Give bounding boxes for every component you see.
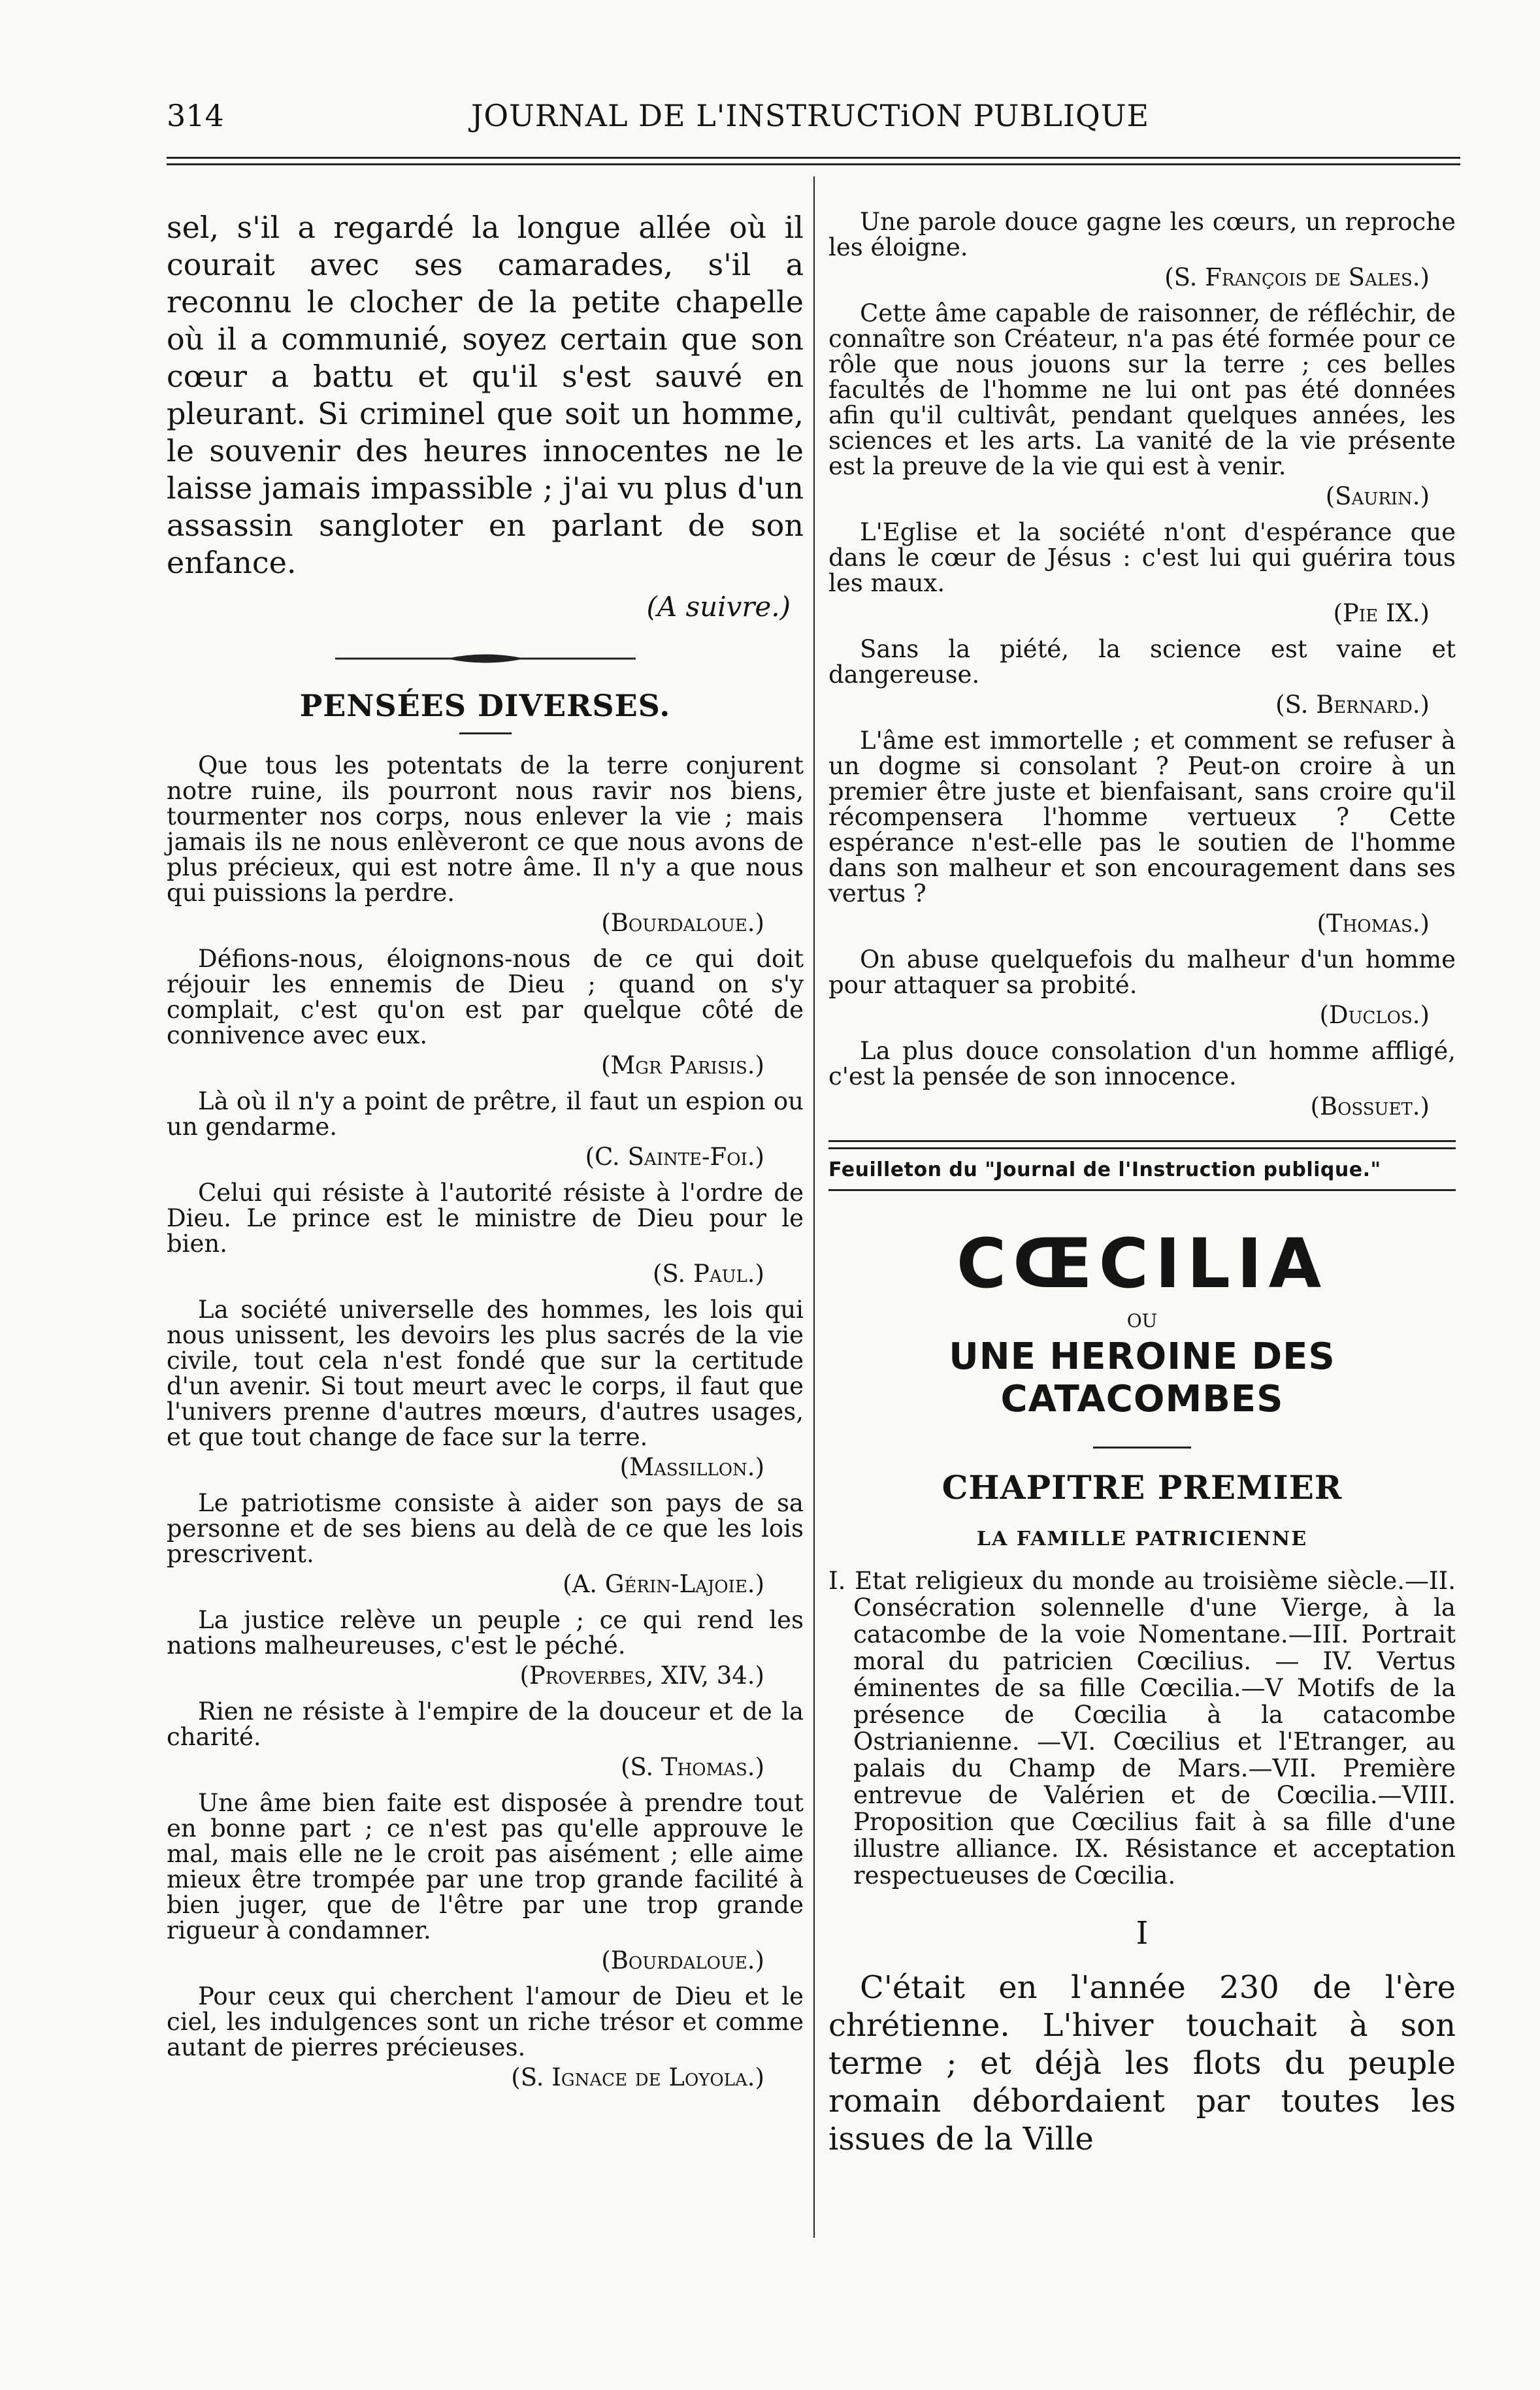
quote-author: (S. Ignace de Loyola.)	[511, 2063, 764, 2091]
quote-author: (Thomas.)	[1317, 909, 1430, 938]
quote-text: Rien ne résiste à l'empire de la douceur et de la charité.	[167, 1697, 804, 1751]
page-number: 314	[167, 98, 224, 133]
chapter-subtitle: LA FAMILLE PATRICIENNE	[976, 1528, 1308, 1550]
quote-author: (Duclos.)	[1319, 1001, 1430, 1029]
left-column	[167, 209, 804, 2101]
quote-text: Là où il n'y a point de prêtre, il faut un espion ou un gendarme.	[167, 1087, 804, 1141]
quote-text: Sans la piété, la science est vaine et dangereuse.	[828, 635, 1456, 689]
header-rule-2	[167, 163, 1460, 165]
quote-author: (S. Paul.)	[652, 1260, 764, 1288]
quote-text: Défions-nous, éloignons-nous de ce qui doit réjouir les ennemis de Dieu ; quand on s'y complait, c'est qu'on est par quelque côté de connivence avec eux.	[167, 945, 804, 1049]
feuilleton-label: Feuilleton du "Journal de l'Instruction publique."	[828, 1158, 1381, 1181]
quote-text: L'âme est immortelle ; et comment se refuser à un dogme si consolant ? Peut-on croire à un premier être juste et bienfaisant, sans croire qu'il récompensera l'homme vertueux ? Cette espérance n'est-elle pas le soutien de l'homme dans son malheur et son encouragement dans ses vertus ?	[828, 727, 1456, 908]
quote-text: On abuse quelquefois du malheur d'un homme pour attaquer sa probité.	[828, 945, 1456, 999]
quote-author: (Saurin.)	[1325, 482, 1430, 510]
quote-text: La plus douce consolation d'un homme affligé, c'est la pensée de son innocence.	[828, 1037, 1456, 1090]
header-rule	[167, 157, 1460, 159]
feuilleton-rule	[828, 1140, 1456, 1142]
quote-author: (S. Bernard.)	[1275, 691, 1430, 719]
right-column	[828, 209, 1456, 2158]
section-title: PENSÉES DIVERSES.	[299, 688, 671, 723]
chapter-rule	[1093, 1447, 1191, 1449]
quote-text: Une âme bien faite est disposée à prendre tout en bonne part ; ce n'est pas qu'elle approuve le mal, mais elle ne le croit pas aisément ; elle aime mieux être trompée par une trop grande facilité à bien juger, que de l'être par une trop grande rigueur à condamner.	[167, 1789, 804, 1944]
running-title: JOURNAL DE L'INSTRUCTiON PUBLIQUE	[470, 98, 1150, 133]
story-opening: C'était en l'année 230 de l'ère chrétienne. L'hiver touchait à son terme ; et déjà les flots du peuple romain débordaient par toutes les issues de la Ville	[828, 1969, 1456, 2157]
quote-text: L'Eglise et la société n'ont d'espérance que dans le cœur de Jésus : c'est lui qui guérira tous les maux.	[828, 518, 1456, 597]
page-header	[167, 98, 1454, 144]
quote-author: (A. Gérin-Lajoie.)	[563, 1570, 764, 1598]
quote-text: Celui qui résiste à l'autorité résiste à l'ordre de Dieu. Le prince est le ministre de Dieu pour le bien.	[167, 1179, 804, 1258]
story-title: CŒCILIA	[956, 1224, 1328, 1303]
feuilleton-rule	[828, 1189, 1456, 1191]
quote-text: Le patriotisme consiste à aider son pays de sa personne et de ses biens au delà de ce que les lois prescrivent.	[167, 1489, 804, 1568]
quote-text: Pour ceux qui cherchent l'amour de Dieu et le ciel, les indulgences sont un riche trésor et comme autant de pierres précieuses.	[167, 1982, 804, 2061]
quote-author: (S. Thomas.)	[620, 1753, 764, 1781]
quote-author: (Massillon.)	[619, 1453, 764, 1481]
quote-author: (C. Sainte-Foi.)	[585, 1143, 764, 1171]
quote-text: La société universelle des hommes, les lois qui nous unissent, les devoirs les plus sacrés de la vie civile, tout cela n'est fondé que sur la certitude d'un avenir. Si tout meurt avec le corps, il faut que l'univers prenne d'autres mœurs, d'autres usages, et que tout change de face sur la terre.	[167, 1296, 804, 1451]
quote-author: (Bourdaloue.)	[601, 909, 764, 937]
quote-author: (Bourdaloue.)	[601, 1946, 764, 1974]
section-numeral: I	[1136, 1915, 1149, 1952]
quote-text: Une parole douce gagne les cœurs, un reproche les éloigne.	[828, 208, 1456, 261]
ornament-divider	[335, 649, 636, 668]
column-separator	[813, 176, 815, 2238]
chapter-summary: I. Etat religieux du monde au troisième siècle.—II. Consécration solennelle d'une Vierge, à la catacombe de la voie Nomentane.—III. Portrait moral du patricien Cœcilius. — IV. Vertus éminentes de sa fille Cœcilia.—V Motifs de la présence de Cœcilia à la catacombe Ostrianienne. —VI. Cœcilius et l'Etranger, au palais du Champ de Mars.—VII. Première entrevue de Valérien et de Cœcilia.—VIII. Proposition que Cœcilius fait à sa fille d'une illustre alliance. IX. Résistance et acceptation respectueuses de Cœcilia.	[828, 1567, 1456, 1890]
quote-author: (Bossuet.)	[1310, 1092, 1430, 1121]
quote-text: La justice relève un peuple ; ce qui rend les nations malheureuses, c'est le péché.	[167, 1606, 804, 1660]
serial-continuation: sel, s'il a regardé la longue allée où il courait avec ses camarades, s'il a reconnu le clocher de la petite chapelle où il a communié, soyez certain que son cœur a battu et qu'il s'est sauvé en pleurant. Si criminel que soit un homme, le souvenir des heures innocentes ne le laisse jamais impassible ; j'ai vu plus d'un assassin sangloter en parlant de son enfance.	[167, 210, 804, 580]
story-subtitle: UNE HEROINE DES CATACOMBES	[949, 1335, 1335, 1420]
title-conjunction: OU	[1126, 1310, 1158, 1332]
quote-author: (Pie IX.)	[1333, 599, 1430, 627]
quote-text: Que tous les potentats de la terre conjurent notre ruine, ils pourront nous ravir nos biens, tourmenter nos corps, nous enlever la vie ; mais jamais ils ne nous enlèveront ce que nous avons de plus précieux, qui est notre âme. Il n'y a que nous qui puissions la perdre.	[167, 751, 804, 907]
quote-author: (S. François de Sales.)	[1164, 263, 1430, 291]
chapter-heading: CHAPITRE PREMIER	[942, 1468, 1343, 1507]
title-rule	[459, 732, 512, 734]
quote-author: (Proverbes, XIV, 34.)	[519, 1662, 764, 1690]
quote-author: (Mgr Parisis.)	[600, 1051, 764, 1079]
to-be-continued: (A suivre.)	[646, 591, 791, 623]
quote-text: Cette âme capable de raisonner, de réfléchir, de connaître son Créateur, n'a pas été formée pour ce rôle que nous jouons sur la terre ; ces belles facultés de l'homme ne lui ont pas été données afin qu'il cultivât, pendant quelques années, les sciences et les arts. La vanité de la vie présente est la preuve de la vie qui est à venir.	[828, 299, 1456, 480]
